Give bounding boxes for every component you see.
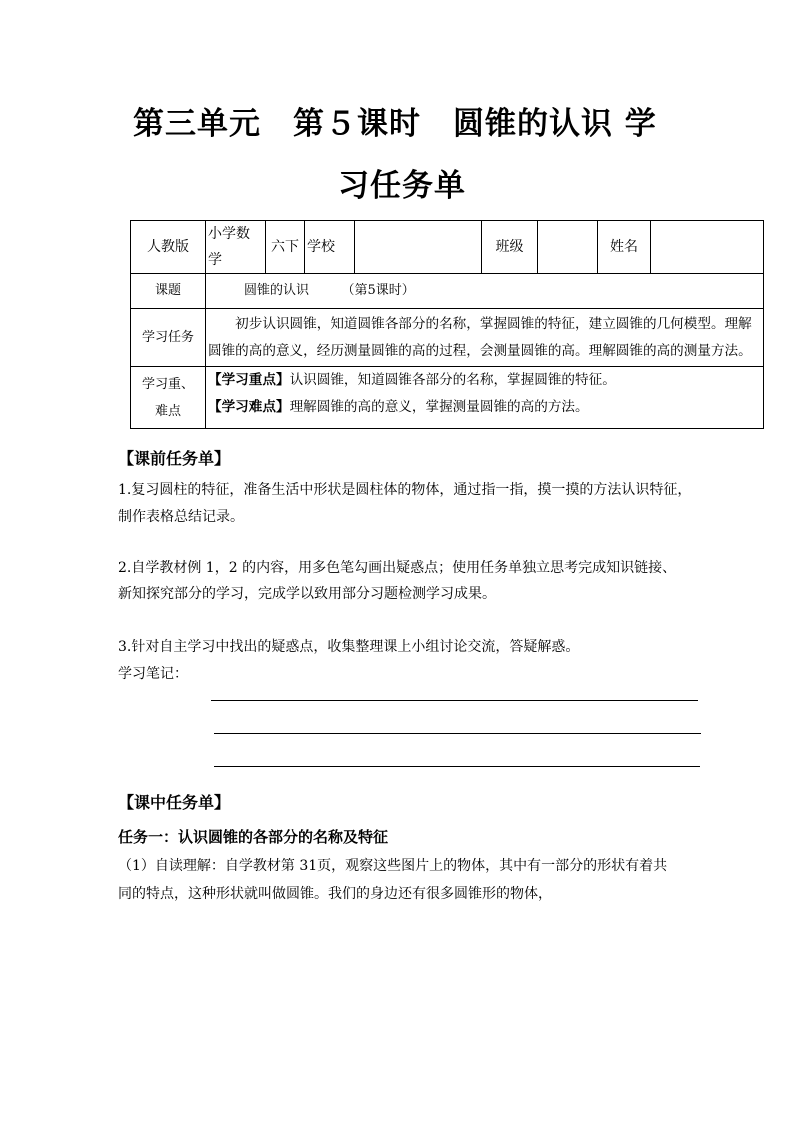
task-value: [206, 309, 764, 367]
grade-cell: 六下: [266, 221, 305, 274]
pre-item2-line1: 2.自学教材例 1，2 的内容，用多色笔勾画出疑惑点；使用任务单独立思考完成知识链接、: [118, 560, 677, 576]
key-label-line2: 难点: [154, 403, 181, 419]
key-label: [131, 367, 206, 429]
subject-cell: 小学数学: [206, 221, 266, 274]
page-title-line1: 第三单元 第５课时 圆锥的认识 学: [133, 106, 657, 142]
name-field[interactable]: [651, 221, 764, 274]
class-label: 班级: [482, 221, 538, 274]
notes-line-1[interactable]: [211, 700, 698, 701]
key-label-line1: 学习重、: [141, 376, 194, 392]
publisher-cell: 人教版: [131, 221, 206, 274]
pre-item3: 3.针对自主学习中找出的疑惑点，收集整理课上小组讨论交流，答疑解惑。: [118, 639, 580, 655]
page-title-line2: 习任务单: [338, 168, 466, 204]
difficulty-tag: 【学习难点】: [208, 399, 290, 415]
topic-label: 课题: [131, 274, 206, 309]
difficulty-text: 理解圆锥的高的意义，掌握测量圆锥的高的方法。: [289, 399, 589, 415]
task-label: 学习任务: [131, 309, 206, 367]
task1-line2: 同的特点，这种形状就叫做圆锥。我们的身边还有很多圆锥形的物体，: [118, 886, 552, 902]
key-point-tag: 【学习重点】: [208, 372, 290, 388]
info-table: [130, 220, 764, 429]
key-point-row: [208, 367, 761, 394]
notes-label: 学习笔记：: [118, 666, 188, 682]
name-label: 姓名: [598, 221, 651, 274]
task-line-2: 圆锥的高的意义，经历测量圆锥的高的过程，会测量圆锥的高。理解圆锥的高的测量方法。: [208, 342, 752, 359]
key-value: [206, 367, 764, 429]
task-line-1: 初步认识圆锥，知道圆锥各部分的名称，掌握圆锥的特征，建立圆锥的几何模型。理解: [208, 315, 752, 332]
task1-line1: （1）自读理解：自学教材第 31页，观察这些图片上的物体，其中有一部分的形状有着共: [118, 858, 668, 874]
pre-item1-line2: 制作表格总结记录。: [118, 509, 244, 525]
notes-line-2[interactable]: [214, 733, 701, 734]
pre-item2-line2: 新知探究部分的学习，完成学以致用部分习题检测学习成果。: [118, 586, 496, 602]
in-class-heading: 【课中任务单】: [118, 793, 231, 812]
school-field[interactable]: [355, 221, 482, 274]
school-label: 学校: [305, 221, 355, 274]
notes-line-3[interactable]: [214, 766, 700, 767]
class-field[interactable]: [538, 221, 598, 274]
difficulty-row: [208, 394, 761, 421]
key-point-text: 认识圆锥，知道圆锥各部分的名称，掌握圆锥的特征。: [289, 372, 616, 388]
pre-class-heading: 【课前任务单】: [118, 449, 231, 468]
topic-value: 圆锥的认识 （第5课时）: [206, 274, 764, 309]
pre-item1-line1: 1.复习圆柱的特征，准备生活中形状是圆柱体的物体，通过指一指，摸一摸的方法认识特征，: [118, 482, 692, 498]
task1-title: 任务一：认识圆锥的各部分的名称及特征: [118, 828, 389, 846]
